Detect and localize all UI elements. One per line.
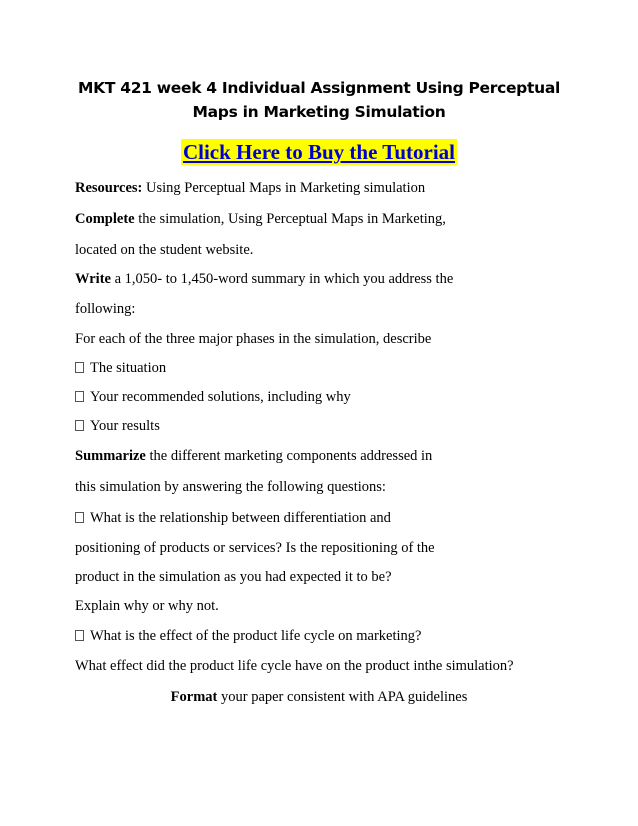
product-expected-line: product in the simulation as you had expected it to be? [75,569,392,585]
resources-label: Resources: [75,180,143,196]
bullet-lifecycle-text: What is the effect of the product life cycle on marketing? [90,628,422,644]
bullet-box-icon [75,630,84,641]
complete-line [75,210,446,228]
bullet-box-icon [75,512,84,523]
bullet-relationship-text: What is the relationship between differentiation and [90,510,391,526]
bullet-results [75,417,160,435]
located-line: located on the student website. [75,242,254,258]
bullet-situation [75,359,166,377]
summarize-line [75,447,432,465]
following-line: following: [75,301,136,317]
phases-line: For each of the three major phases in the simulation, describe [75,331,432,347]
format-line [0,688,638,706]
bullet-box-icon [75,391,84,402]
bullet-relationship [75,509,391,527]
complete-label: Complete [75,211,135,227]
effect-line: What effect did the product life cycle have on the product inthe simulation? [75,658,514,674]
bullet-box-icon [75,362,84,373]
complete-text: the simulation, Using Perceptual Maps in Marketing, [134,211,446,227]
format-text: your paper consistent with APA guidelines [217,689,468,705]
bullet-situation-text: The situation [90,360,167,376]
bullet-solutions-text: Your recommended solutions, including why [90,389,351,405]
simulation-questions-line: this simulation by answering the following questions: [75,479,386,495]
bullet-box-icon [75,420,84,431]
bullet-results-text: Your results [90,418,160,434]
write-text: a 1,050- to 1,450-word summary in which you address the [110,271,454,287]
cta-container [0,139,638,165]
write-line [75,270,453,288]
summarize-text: the different marketing components addressed in [145,448,433,464]
format-label: Format [170,689,218,705]
bullet-solutions [75,388,351,406]
positioning-line: positioning of products or services? Is the repositioning of the [75,540,435,556]
summarize-label: Summarize [75,448,146,464]
write-label: Write [75,271,111,287]
resources-text: Using Perceptual Maps in Marketing simulation [142,180,426,196]
document-title-line-1: MKT 421 week 4 Individual Assignment Using Perceptual [78,79,560,97]
explain-line: Explain why or why not. [75,598,219,614]
resources-line [75,179,425,197]
document-title-line-2: Maps in Marketing Simulation [192,103,446,121]
bullet-lifecycle [75,627,421,645]
buy-tutorial-link[interactable]: Click Here to Buy the Tutorial [182,140,456,164]
